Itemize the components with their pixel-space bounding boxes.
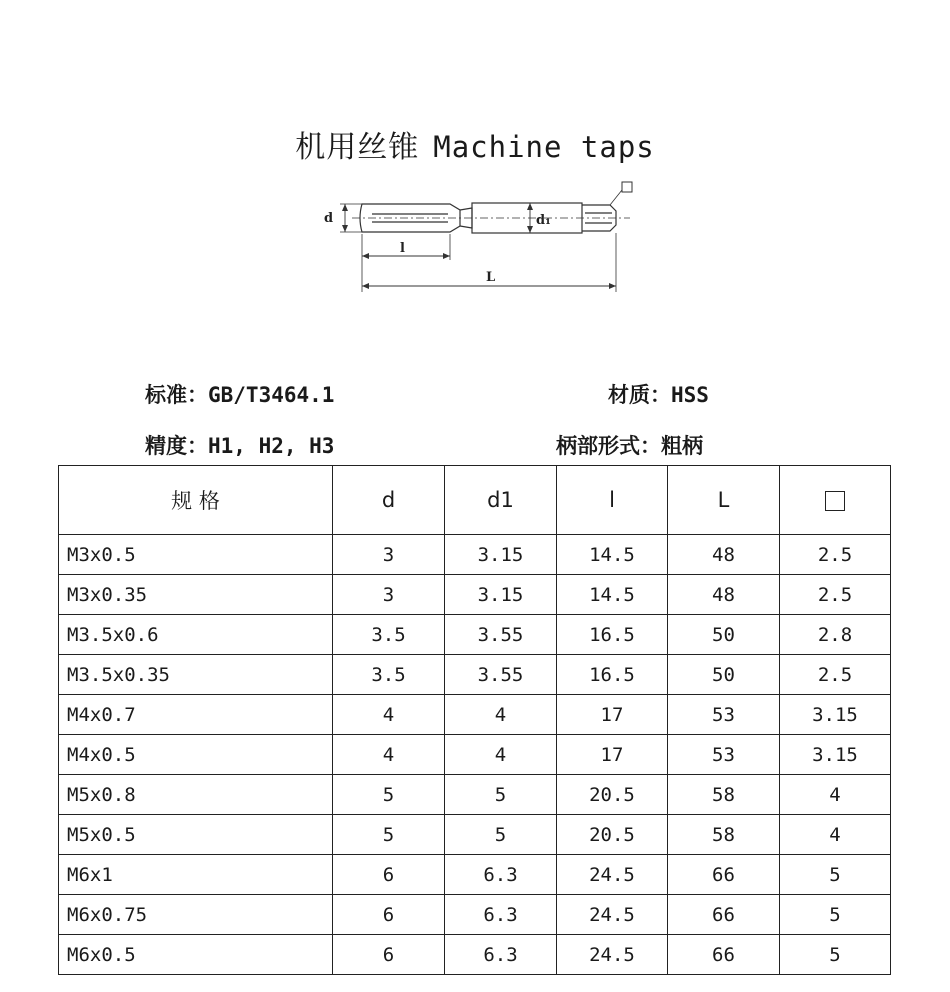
header-d1: d1 (445, 466, 557, 535)
table-cell: 4 (445, 695, 557, 735)
shank-label: 柄部形式： (556, 434, 661, 458)
header-d: d (333, 466, 445, 535)
table-cell: 20.5 (557, 815, 668, 855)
table-cell: 53 (668, 735, 780, 775)
table-cell: 4 (333, 735, 445, 775)
table-cell: 6 (333, 895, 445, 935)
title-en: Machine taps (433, 130, 655, 164)
table-cell: M3.5x0.35 (59, 655, 333, 695)
table-body (59, 535, 891, 975)
table-cell: 5 (333, 815, 445, 855)
table-cell: 3.15 (445, 575, 557, 615)
table-row (59, 775, 891, 815)
label-L: L (486, 270, 496, 285)
table-cell: 17 (557, 695, 668, 735)
precision-value: H1, H2, H3 (208, 434, 335, 458)
material-value: HSS (671, 383, 709, 407)
table-row (59, 575, 891, 615)
table-cell: 2.5 (780, 575, 891, 615)
label-d1: d₁ (536, 213, 551, 228)
table-cell: 3 (333, 575, 445, 615)
table-cell: 5 (445, 775, 557, 815)
table-cell: 53 (668, 695, 780, 735)
tap-drawing (300, 170, 650, 300)
table-cell: 3.15 (780, 695, 891, 735)
square-icon (825, 491, 845, 511)
table-cell: 5 (780, 855, 891, 895)
table-cell: 3.55 (445, 615, 557, 655)
standard-value: GB/T3464.1 (208, 383, 335, 407)
table-row (59, 655, 891, 695)
standard-spec (145, 379, 334, 409)
precision-spec (145, 430, 334, 460)
page-title (0, 122, 950, 166)
table-row (59, 535, 891, 575)
table-cell: 24.5 (557, 935, 668, 975)
table-row (59, 815, 891, 855)
table-cell: 20.5 (557, 775, 668, 815)
table-cell: 48 (668, 575, 780, 615)
table-cell: 4 (780, 775, 891, 815)
table-cell: M6x0.75 (59, 895, 333, 935)
table-cell: 5 (780, 935, 891, 975)
table-cell: 3.5 (333, 615, 445, 655)
table-cell: 3.5 (333, 655, 445, 695)
table-cell: 48 (668, 535, 780, 575)
title-cn: 机用丝锥 (295, 130, 420, 165)
table-cell: 6.3 (445, 895, 557, 935)
table-cell: 2.5 (780, 535, 891, 575)
material-label: 材质： (608, 383, 671, 407)
header-square (780, 466, 891, 535)
table-cell: 4 (333, 695, 445, 735)
table-cell: M3.5x0.6 (59, 615, 333, 655)
table-cell: M3x0.5 (59, 535, 333, 575)
table-cell: 24.5 (557, 895, 668, 935)
header-l: l (557, 466, 668, 535)
table-row (59, 615, 891, 655)
material-spec (608, 379, 709, 409)
table-cell: 14.5 (557, 575, 668, 615)
table-header-row (59, 466, 891, 535)
table-cell: 5 (445, 815, 557, 855)
table-cell: 16.5 (557, 655, 668, 695)
standard-label: 标准： (145, 383, 208, 407)
shank-value: 粗柄 (661, 434, 703, 458)
table-cell: 3.55 (445, 655, 557, 695)
table-cell: 50 (668, 655, 780, 695)
table-cell: 2.5 (780, 655, 891, 695)
table-cell: 5 (333, 775, 445, 815)
table-cell: 6.3 (445, 855, 557, 895)
table-row (59, 695, 891, 735)
table-cell: M6x1 (59, 855, 333, 895)
table-cell: 24.5 (557, 855, 668, 895)
table-cell: 4 (780, 815, 891, 855)
table-row (59, 895, 891, 935)
table-cell: M3x0.35 (59, 575, 333, 615)
table-cell: M6x0.5 (59, 935, 333, 975)
table-cell: M4x0.7 (59, 695, 333, 735)
table-cell: 66 (668, 895, 780, 935)
precision-label: 精度： (145, 434, 208, 458)
table-cell: 2.8 (780, 615, 891, 655)
table-row (59, 735, 891, 775)
shank-spec (556, 430, 703, 460)
table-cell: 58 (668, 815, 780, 855)
header-L: L (668, 466, 780, 535)
table-cell: M5x0.8 (59, 775, 333, 815)
table-cell: 50 (668, 615, 780, 655)
label-d: d (324, 211, 334, 226)
table-cell: 5 (780, 895, 891, 935)
table-cell: 66 (668, 935, 780, 975)
table-cell: 66 (668, 855, 780, 895)
table-row (59, 855, 891, 895)
header-spec: 规 格 (59, 466, 333, 535)
table-cell: 4 (445, 735, 557, 775)
table-cell: 6 (333, 935, 445, 975)
table-cell: M4x0.5 (59, 735, 333, 775)
table-cell: 6 (333, 855, 445, 895)
table-cell: 6.3 (445, 935, 557, 975)
table-cell: 3 (333, 535, 445, 575)
table-cell: 16.5 (557, 615, 668, 655)
spec-table (58, 465, 891, 975)
table-cell: 58 (668, 775, 780, 815)
table-cell: 17 (557, 735, 668, 775)
table-cell: 3.15 (445, 535, 557, 575)
label-l: l (400, 241, 405, 256)
table-cell: M5x0.5 (59, 815, 333, 855)
table-row (59, 935, 891, 975)
table-cell: 14.5 (557, 535, 668, 575)
table-cell: 3.15 (780, 735, 891, 775)
